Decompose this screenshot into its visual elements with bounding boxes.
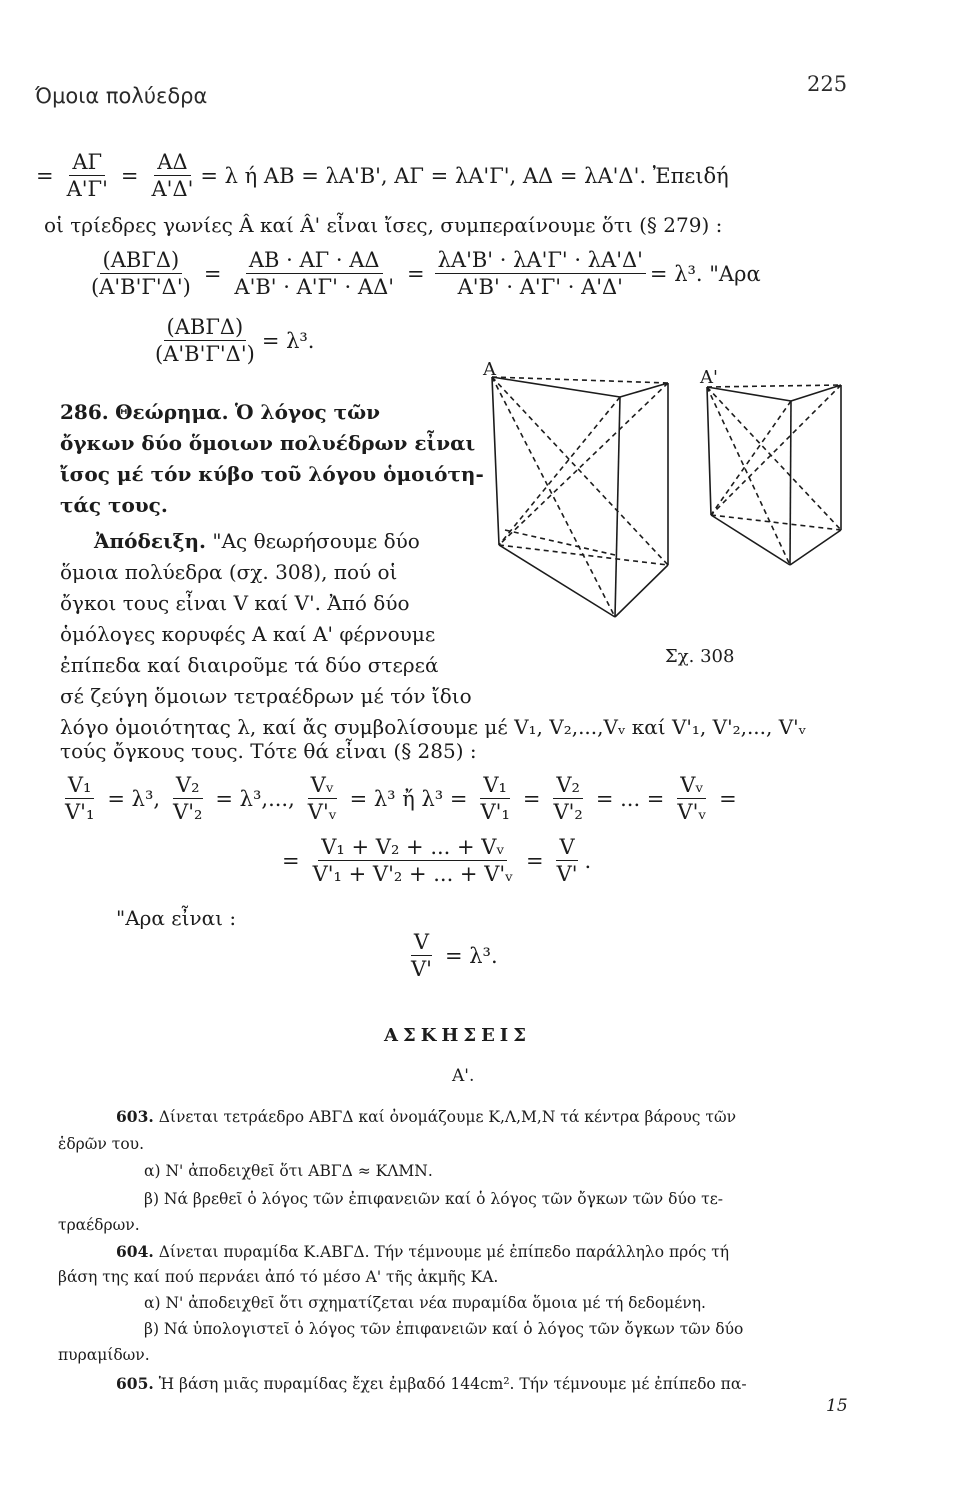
theorem-line-1: 286. Θεώρημα. Ὁ λόγος τῶν (60, 400, 380, 424)
page-number: 225 (807, 72, 848, 96)
exercise-604-part-a: α) Ν' ἀποδειχθεῖ ὅτι σχηματίζεται νέα πυραμίδα ὅμοια μέ τή δεδομένη. (144, 1294, 706, 1312)
figure-308-prisms (475, 355, 855, 655)
proof-line-1: Ἀπόδειξη. "Ας θεωρήσουμε δύο (94, 529, 420, 553)
exercise-603-part-b: β) Νά βρεθεῖ ὁ λόγος τῶν ἐπιφανειῶν καί ὁ λόγος τῶν ὄγκων τῶν δύο τε- (144, 1190, 723, 1208)
exercise-603-part-a: α) Ν' ἀποδειχθεῖ ὅτι ΑΒΓΔ ≈ ΚΛΜΝ. (144, 1162, 433, 1180)
exercise-604-line-1: 604. Δίνεται πυραμίδα Κ.ΑΒΓΔ. Τήν τέμνουμε μέ ἐπίπεδο παράλληλο πρός τή (116, 1242, 730, 1261)
equation-line-1: = $\frac{A\Gamma}{A'\Gamma'}$ = $\frac{A\Delta}{A'\Delta'}$ = λ ή ΑΒ = λΑ'Β', ΑΓ = λΑ'Γ', ΑΔ = λΑ'Δ'. Ἐπειδή (36, 150, 729, 201)
equation-volume-ratio: $\frac{\text{(ΑΒΓΔ)}}{(A'B'\Gamma'\Delta')}$ = $\frac{AB \cdot A\Gamma \cdot A\Delta}{A'B' \cdot A'\Gamma' \cdot A\Delta'}$ = $\frac{\lambda A'B' \cdot \lambda A'\Gamma' \cdot \lambda A'\Delta'}{A'B' \cdot A'\Gamma' \cdot A'\Delta'}$ = λ³. "Αρα (91, 248, 761, 299)
vertex-label-a-prime: Α' (700, 367, 718, 388)
exercise-603-line-2: ἑδρῶν του. (58, 1135, 145, 1153)
vertex-label-a: Α (483, 359, 496, 380)
large-prism (492, 377, 668, 617)
proof-line-2: ὅμοια πολύεδρα (σχ. 308), πού οἱ (60, 560, 398, 584)
theorem-line-3: ἴσος μέ τόν κύβο τοῦ λόγου ὁμοιότη- (60, 462, 484, 486)
proof-line-6: σέ ζεύγη ὅμοιων τετραέδρων μέ τόν ἴδιο (60, 684, 472, 708)
theorem-line-2: ὄγκων δύο ὅμοιων πολυέδρων εἶναι (60, 431, 476, 455)
hence-text: "Αρα εἶναι : (116, 906, 237, 930)
proof-line-7: λόγο ὁμοιότητας λ, καί ἄς συμβολίσουμε μέ V₁, V₂,...,Vᵥ καί V'₁, V'₂,..., V'ᵥ (60, 715, 807, 739)
figure-caption: Σχ. 308 (665, 646, 735, 667)
proof-line-3: ὄγκοι τους εἶναι V καί V'. Ἀπό δύο (60, 591, 410, 615)
equation-row-ratios: $\frac{\text{V₁}}{\text{V'₁}}$ = λ³, $\frac{\text{V₂}}{\text{V'₂}}$ = λ³,..., $\frac{\text{Vᵥ}}{\text{V'ᵥ}}$ = λ³ ἤ λ³ = $\frac{\text{V₁}}{\text{V'₁}}$ = $\frac{\text{V₂}}{\text{V'₂}}$ = ... = $\frac{\text{Vᵥ}}{\text{V'ᵥ}}$ = (65, 773, 737, 824)
exercise-604-line-2: βάση της καί πού περνάει ἀπό τό μέσο Α' τῆς ἀκμῆς ΚΑ. (58, 1268, 499, 1286)
theorem-line-4: τάς τους. (60, 493, 168, 517)
proof-line-5: ἐπίπεδα καί διαιροῦμε τά δύο στερεά (60, 653, 439, 677)
exercise-605-line-1: 605. Ἡ βάση μιᾶς πυραμίδας ἔχει ἐμβαδό 144cm². Τήν τέμνουμε μέ ἐπίπεδο πα- (116, 1374, 747, 1393)
exercises-subheading: Α'. (452, 1066, 475, 1086)
exercise-604-part-b-cont: πυραμίδων. (58, 1346, 150, 1364)
proof-line-4: ὁμόλογες κορυφές Α καί Α' φέρνουμε (60, 622, 436, 646)
exercise-604-part-b: β) Νά ὑπολογιστεῖ ὁ λόγος τῶν ἐπιφανειῶν καί ὁ λόγος τῶν ὄγκων τῶν δύο (144, 1320, 744, 1338)
small-prism (707, 385, 841, 565)
running-header: Όμοια πολύεδρα (35, 84, 208, 108)
exercise-603-part-b-cont: τραέδρων. (58, 1216, 140, 1234)
signature-mark: 15 (826, 1396, 848, 1416)
text-line-trihedral: οἱ τρίεδρες γωνίες Â καί Â' εἶναι ἴσες, συμπεραίνουμε ὅτι (§ 279) : (44, 213, 723, 237)
exercises-heading: ΑΣΚΗΣΕΙΣ (384, 1025, 531, 1046)
exercise-603-line-1: 603. Δίνεται τετράεδρο ΑΒΓΔ καί ὀνομάζουμε Κ,Λ,Μ,Ν τά κέντρα βάρους τῶν (116, 1107, 737, 1126)
equation-row-sum: = $\frac{\text{V₁ + V₂ + ... + Vᵥ}}{\text{V'₁ + V'₂ + ... + V'ᵥ}}$ = $\frac{V}{V'}$ . (282, 835, 592, 886)
equation-final: $\frac{V}{V'}$ = λ³. (411, 930, 498, 981)
equation-lambda-cubed: $\frac{\text{(ΑΒΓΔ)}}{(A'B'\Gamma'\Delta')}$ = λ³. (155, 315, 315, 366)
proof-line-8: τούς ὄγκους τους. Τότε θά εἶναι (§ 285) : (60, 739, 477, 763)
